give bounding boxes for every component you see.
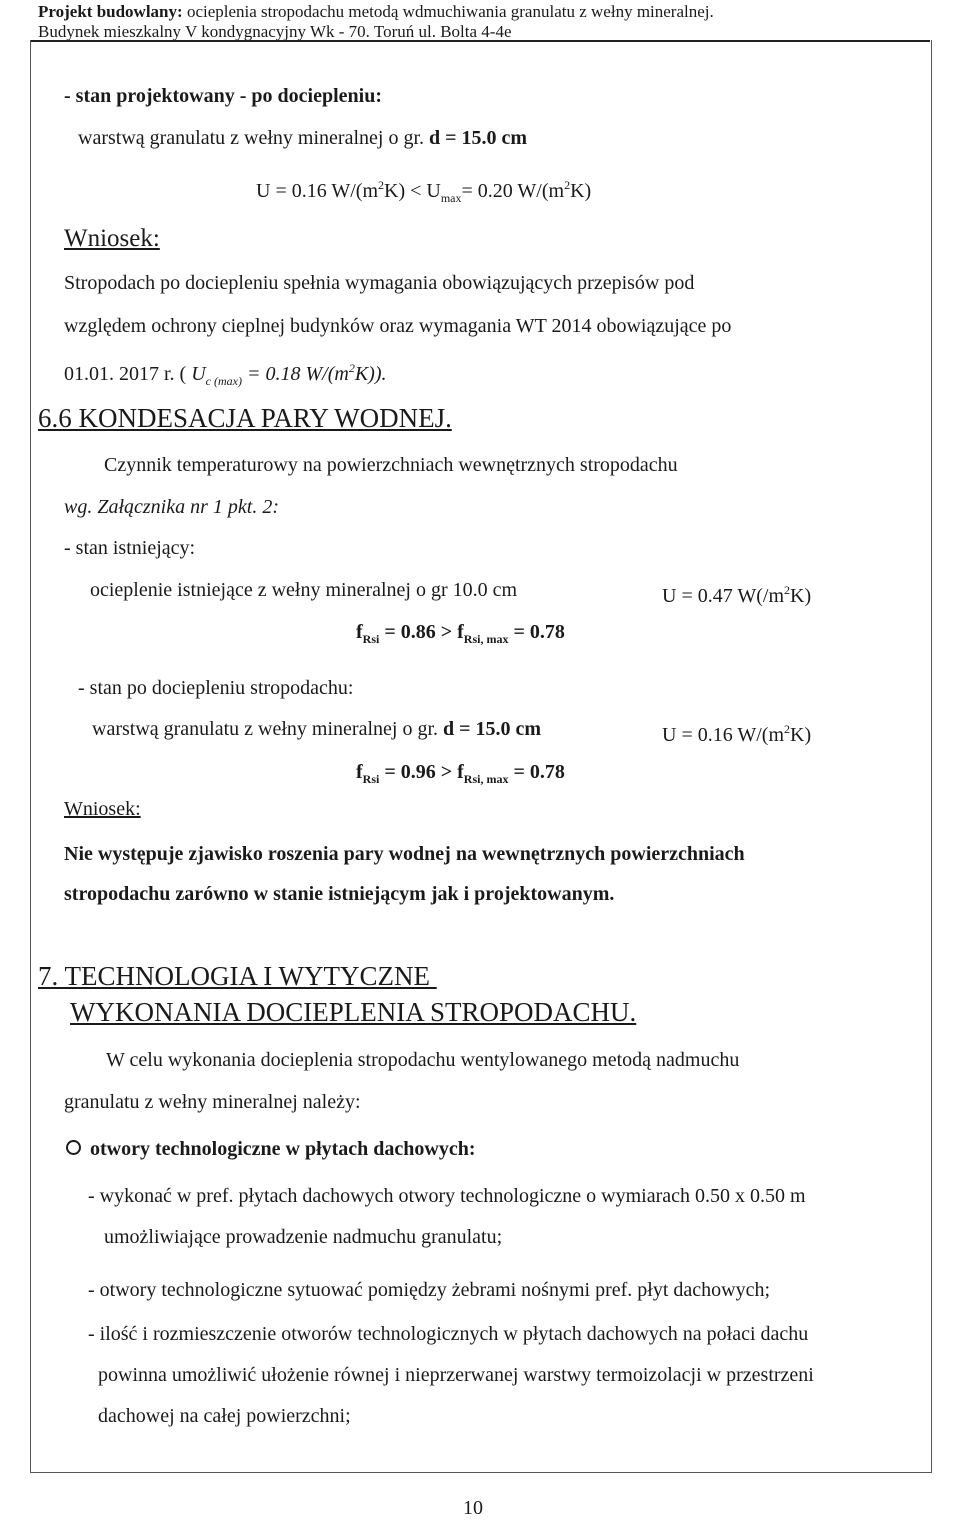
conclusion1-sub: c (max) (205, 374, 242, 388)
circle-bullet-icon (66, 1140, 81, 1155)
after-layer-line (92, 717, 541, 741)
section-66-title: 6.6 KONDESACJA PARY WODNEJ. (38, 403, 452, 433)
section-7-intro-line1: W celu wykonania docieplenia stropodachu wentylowanego metodą nadmuchu (106, 1049, 740, 1071)
existing-f-end: = 0.78 (508, 621, 565, 643)
after-f-sub1: Rsi (362, 772, 380, 786)
conclusion1-line2: względem ochrony cieplnej budynków oraz wymagania WT 2014 obowiązujące po (64, 315, 732, 337)
u-formula-sup-a: 2 (378, 178, 385, 192)
item-1-line2: umożliwiające prowadzenie nadmuchu granulatu; (104, 1226, 503, 1248)
after-u-value (662, 717, 811, 747)
after-f-mid: = 0.96 > f (379, 761, 464, 783)
existing-u-a: U = 0.47 W(/m (662, 585, 785, 607)
after-layer-thickness: d = 15.0 cm (443, 718, 542, 740)
item-2-line1: - otwory technologiczne sytuować pomiędzy żebrami nośnymi pref. płyt dachowych; (88, 1279, 771, 1301)
u-formula-part-d: K) (570, 180, 592, 202)
section-7-intro-line2: granulatu z wełny mineralnej należy: (64, 1091, 361, 1113)
design-layer-line (78, 126, 527, 150)
item-1-line1: - wykonać w pref. płytach dachowych otwory technologiczne o wymiarach 0.50 x 0.50 m (88, 1185, 806, 1207)
bullet-heading: otwory technologiczne w płytach dachowych: (90, 1138, 476, 1160)
after-f-sub2: Rsi, max (463, 772, 509, 786)
u-formula-part-a: U = 0.16 W/(m (256, 180, 379, 202)
existing-f-sub2: Rsi, max (463, 632, 509, 646)
existing-f-formula (356, 620, 565, 651)
after-u-sup: 2 (784, 722, 791, 736)
section-66-intro-line1: Czynnik temperaturowy na powierzchniach wewnętrznych stropodachu (104, 454, 678, 476)
after-u-b: K) (790, 724, 812, 746)
conclusion2-line1: Nie występuje zjawisko roszenia pary wodnej na wewnętrznych powierzchniach (64, 843, 745, 865)
after-layer-text: warstwą granulatu z wełny mineralnej o gr. (92, 718, 438, 740)
section-7-title-line2: WYKONANIA DOCIEPLENIA STROPODACHU. (70, 997, 637, 1027)
existing-f-f: f (356, 621, 363, 643)
existing-insulation: ocieplenie istniejące z wełny mineralnej o gr 10.0 cm (90, 579, 518, 601)
item-3-line3: dachowej na całej powierzchni; (98, 1405, 351, 1427)
u-formula-part-b: K) < U (384, 180, 441, 202)
header-project-value: ocieplenia stropodachu metodą wdmuchiwania granulatu z wełny mineralnej. (186, 2, 714, 21)
existing-f-mid: = 0.86 > f (379, 621, 464, 643)
conclusion1-label: Wniosek: (64, 225, 160, 252)
page-number: 10 (463, 1497, 483, 1519)
design-layer-text: warstwą granulatu z wełny mineralnej o gr. (78, 127, 424, 149)
after-state-heading: - stan po dociepleniu stropodachu: (78, 677, 354, 699)
page-frame (30, 40, 932, 1473)
design-layer-thickness: d = 15.0 cm (429, 127, 528, 149)
conclusion1-line1: Stropodach po dociepleniu spełnia wymagania obowiązujących przepisów pod (64, 272, 695, 294)
after-f-end: = 0.78 (508, 761, 565, 783)
section-66-intro-line2: wg. Załącznika nr 1 pkt. 2: (64, 496, 279, 518)
design-state-heading: - stan projektowany - po dociepleniu: (64, 85, 382, 107)
existing-u-value (662, 578, 811, 608)
conclusion1-unit: K)). (354, 363, 387, 385)
item-3-line1: - ilość i rozmieszczenie otworów technologicznych w płytach dachowych na połaci dachu (88, 1323, 809, 1345)
header-project-label: Projekt budowlany: (38, 2, 183, 21)
existing-f-sub1: Rsi (362, 632, 380, 646)
existing-u-sup: 2 (784, 583, 791, 597)
conclusion2-label: Wniosek: (64, 798, 141, 820)
u-formula-part-c: = 0.20 W/(m (461, 180, 565, 202)
conclusion2-line2: stropodachu zarówno w stanie istniejącym jak i projektowanym. (64, 883, 615, 905)
u-formula-sub-max: max (440, 191, 462, 205)
existing-u-b: K) (790, 585, 812, 607)
conclusion1-value: = 0.18 W/(m (241, 363, 349, 385)
header-project-line (38, 2, 714, 22)
existing-state-heading: - stan istniejący: (64, 537, 196, 559)
after-u-a: U = 0.16 W/(m (662, 724, 785, 746)
after-f-formula (356, 760, 565, 791)
after-f-f: f (356, 761, 363, 783)
header-building-line: Budynek mieszkalny V kondygnacyjny Wk - 70. Toruń ul. Bolta 4-4e (38, 22, 512, 41)
section-7-title-line1: 7. TECHNOLOGIA I WYTYCZNE (38, 961, 437, 991)
conclusion1-sup: 2 (348, 361, 355, 375)
conclusion1-line3 (64, 356, 386, 393)
item-3-line2: powinna umożliwić ułożenie równej i nieprzerwanej warstwy termoizolacji w przestrzeni (98, 1364, 814, 1386)
conclusion1-date: 01.01. 2017 r. ( (64, 363, 192, 385)
conclusion1-u: U (191, 363, 206, 385)
u-formula-sup-c: 2 (564, 178, 571, 192)
design-u-formula (256, 173, 591, 210)
